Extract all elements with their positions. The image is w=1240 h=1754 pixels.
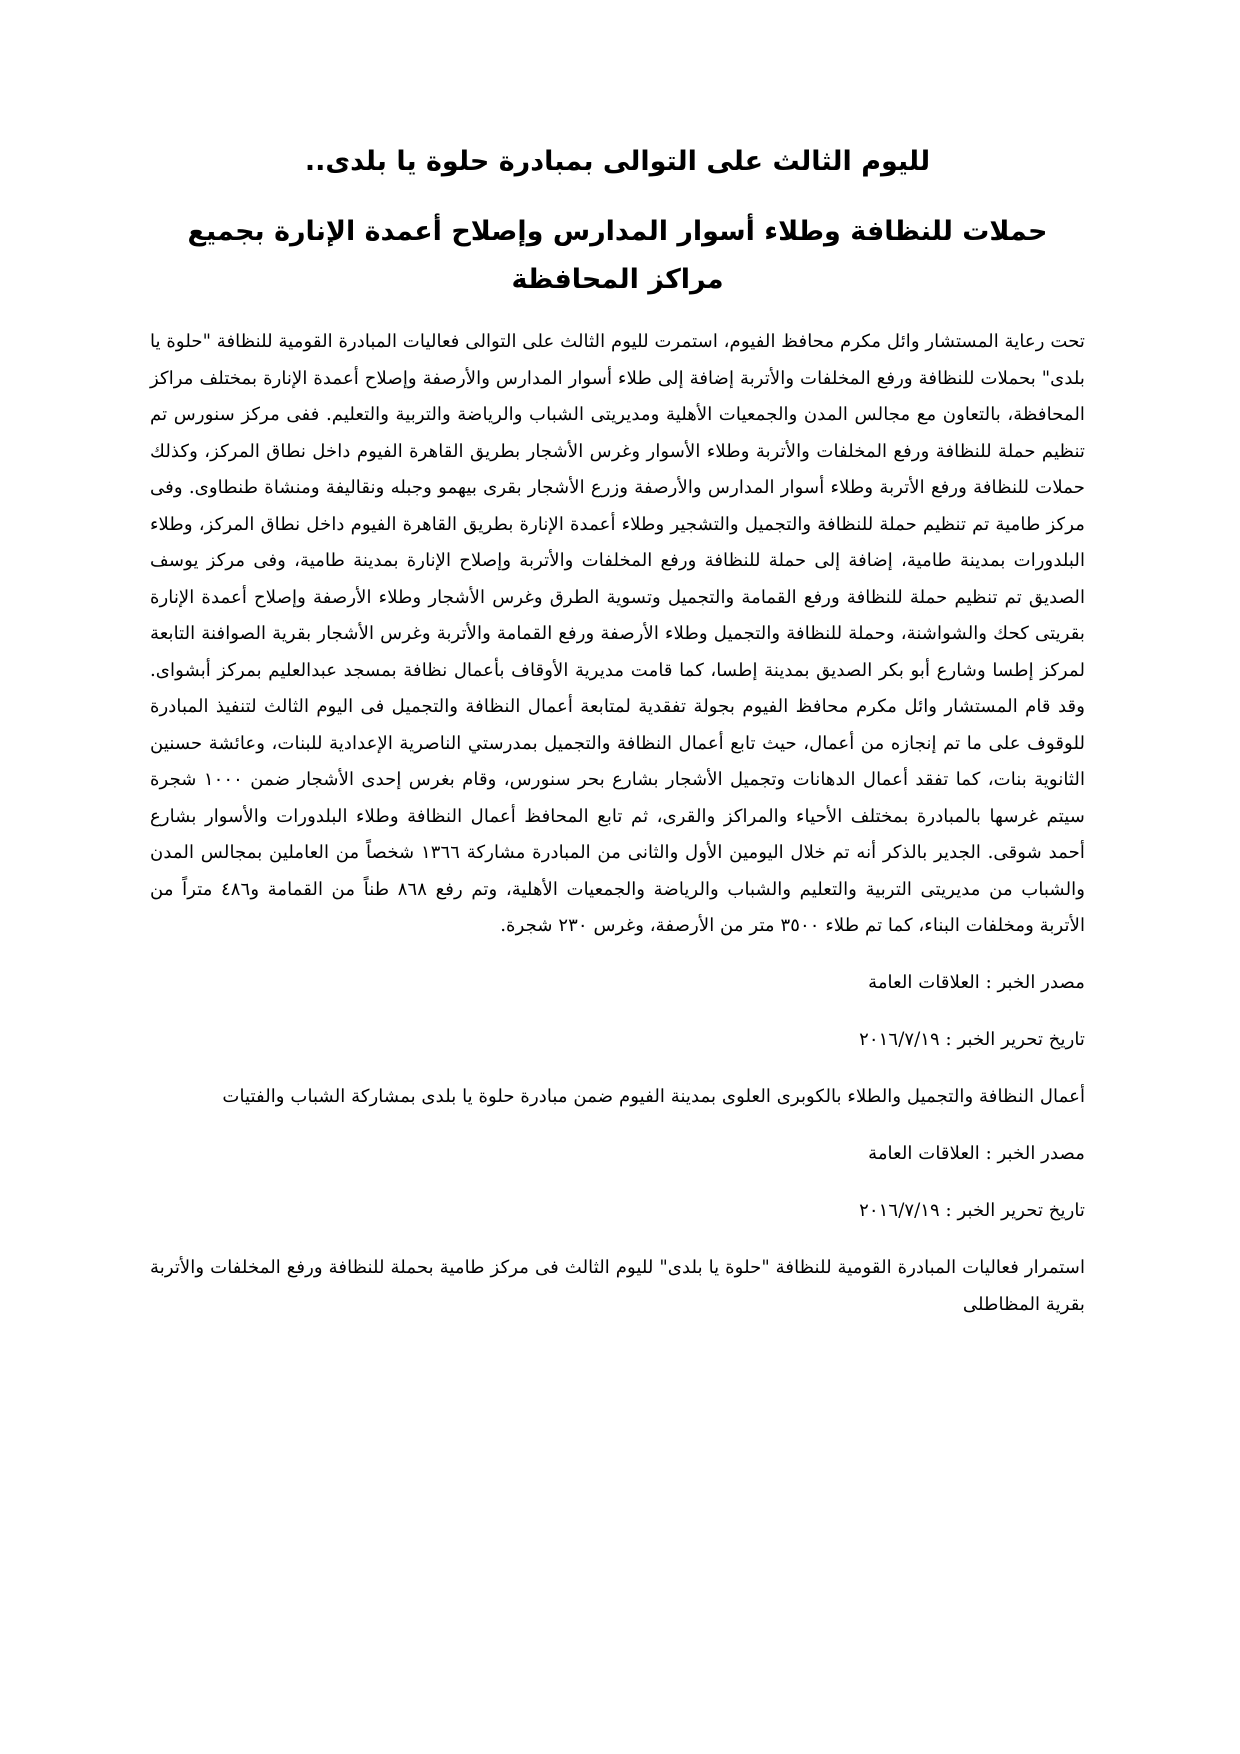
news-source: مصدر الخبر : العلاقات العامة	[868, 1143, 1085, 1164]
article-body: تحت رعاية المستشار وائل مكرم محافظ الفيوم، استمرت لليوم الثالث على التوالى فعاليات المبادرة القومية للنظافة "حلوة يا بلدى" بحملات للنظافة ورفع المخلفات والأتربة إضافة إلى طلاء أسوار المدارس والأرصفة وإصلاح أعمدة الإنارة بمختلف مراكز المحافظة، بالتعاون مع مجالس المدن والجمعيات الأهلية ومديريتى الشباب والرياضة والتربية والتعليم. ففى مركز سنورس تم تنظيم حملة للنظافة ورفع المخلفات والأتربة وطلاء الأسوار وغرس الأشجار بطريق القاهرة الفيوم داخل نطاق المركز، وكذلك حملات للنظافة ورفع الأتربة وطلاء أسوار المدارس والأرصفة وزرع الأشجار بقرى بيهمو وجبله ونقاليفة ومنشاة طنطاوى. وفى مركز طامية تم تنظيم حملة للنظافة والتجميل والتشجير وطلاء أعمدة الإنارة بطريق القاهرة الفيوم داخل نطاق المركز، وطلاء البلدورات بمدينة طامية، إضافة إلى حملة للنظافة ورفع المخلفات والأتربة وإصلاح الإنارة بمدينة طامية، وفى مركز يوسف الصديق تم تنظيم حملة للنظافة ورفع القمامة والتجميل وتسوية الطرق وغرس الأشجار وطلاء الأرصفة وإصلاح أعمدة الإنارة بقريتى كحك والشواشنة، وحملة للنظافة والتجميل وطلاء الأرصفة ورفع القمامة والأتربة وغرس الأشجار بقرية الصوافنة التابعة لمركز إطسا وشارع أبو بكر الصديق بمدينة إطسا، كما قامت مديرية الأوقاف بأعمال نظافة بمسجد عبدالعليم بمركز أبشواى. وقد قام المستشار وائل مكرم محافظ الفيوم بجولة تفقدية لمتابعة أعمال النظافة والتجميل فى اليوم الثالث لتنفيذ المبادرة للوقوف على ما تم إنجازه من أعمال، حيث تابع أعمال النظافة والتجميل بمدرستي الناصرية الإعدادية للبنات، وعائشة حسنين الثانوية بنات، كما تفقد أعمال الدهانات وتجميل الأشجار بشارع بحر سنورس، وقام بغرس إحدى الأشجار ضمن ١٠٠٠ شجرة سيتم غرسها بالمبادرة بمختلف الأحياء والمراكز والقرى، ثم تابع المحافظ أعمال النظافة وطلاء البلدورات والأسوار بشارع أحمد شوقى. الجدير بالذكر أنه تم خلال اليومين الأول والثانى من المبادرة مشاركة ١٣٦٦ شخصاً من العاملين بمجالس المدن والشباب من مديريتى التربية والتعليم والشباب والرياضة والجمعيات الأهلية، وتم رفع ٨٦٨ طناً من القمامة و٤٨٦ متراً من الأتربة ومخلفات البناء، كما تم طلاء ٣٥٠٠ متر من الأرصفة، وغرس ٢٣٠ شجرة.	[150, 331, 1086, 936]
document-subtitle: حملات للنظافة وطلاء أسوار المدارس وإصلاح أعمدة الإنارة بجميع مراكز المحافظة	[187, 216, 1048, 295]
news-headline: استمرار فعاليات المبادرة القومية للنظافة "حلوة يا بلدى" لليوم الثالث فى مركز طامية بحملة للنظافة ورفع المخلفات والأتربة بقرية المظاطلى	[150, 1257, 1085, 1315]
news-source: مصدر الخبر : العلاقات العامة	[868, 971, 1085, 993]
news-date: تاريخ تحرير الخبر : ٢٠١٦/٧/١٩	[859, 1028, 1085, 1050]
news-date: تاريخ تحرير الخبر : ٢٠١٦/٧/١٩	[859, 1200, 1085, 1221]
news-headline: أعمال النظافة والتجميل والطلاء بالكوبرى العلوى بمدينة الفيوم ضمن مبادرة حلوة يا بلدى بمشاركة الشباب والفتيات	[222, 1085, 1085, 1107]
document-page	[150, 140, 1085, 1323]
document-title: لليوم الثالث على التوالى بمبادرة حلوة يا بلدى..	[304, 146, 931, 177]
